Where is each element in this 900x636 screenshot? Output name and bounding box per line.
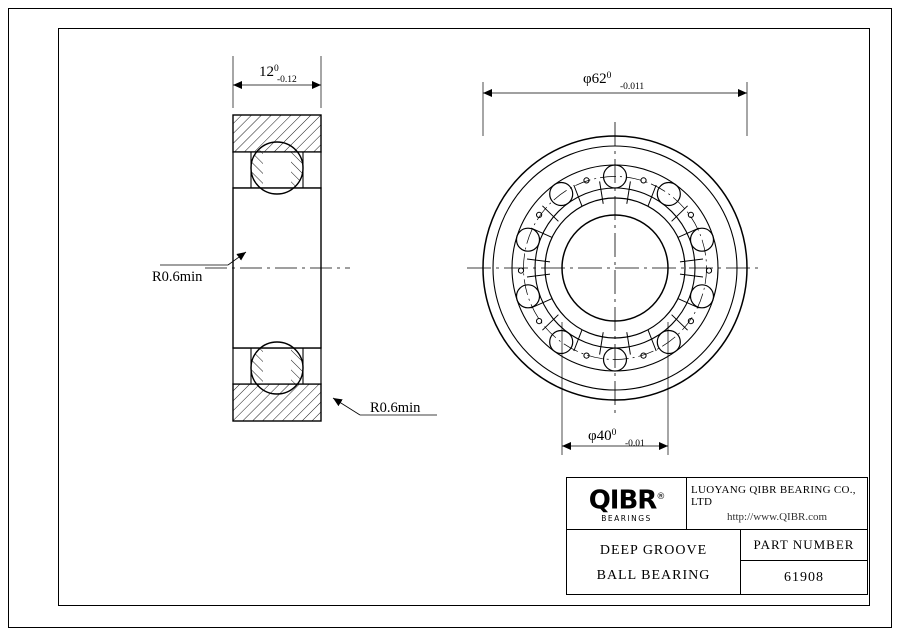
part-number-block bbox=[741, 530, 867, 595]
part-number-value: 61908 bbox=[784, 570, 824, 585]
section-view bbox=[160, 56, 437, 421]
company-info bbox=[687, 484, 867, 523]
width-dimension-text: $12^0$ -0.12 bbox=[259, 64, 297, 85]
part-number-label: PART NUMBER bbox=[741, 530, 867, 561]
logo-brand-text bbox=[589, 484, 665, 514]
chamfer-right-label: R0.6min bbox=[370, 400, 421, 416]
inner-ring-top bbox=[233, 152, 321, 188]
company-name: LUOYANG QIBR BEARING CO., LTD bbox=[691, 484, 856, 508]
chamfer-left-label: R0.6min bbox=[152, 269, 203, 285]
outer-ring-top bbox=[233, 115, 321, 152]
product-description bbox=[567, 530, 741, 595]
title-block-body bbox=[567, 530, 867, 595]
title-block-header bbox=[567, 478, 867, 530]
company-logo bbox=[567, 478, 687, 529]
bore-diameter-text: $\varphi 40^0-0.01$ bbox=[588, 428, 645, 449]
company-website: http://www.QIBR.com bbox=[726, 511, 828, 523]
product-description-line1: DEEP GROOVE bbox=[599, 542, 708, 558]
outer-diameter-text: $\varphi 62^0-0.011$ bbox=[583, 71, 645, 92]
title-block bbox=[566, 477, 868, 595]
registered-trademark-icon: ® bbox=[656, 491, 665, 502]
logo-brand: QIBR bbox=[588, 485, 657, 516]
outer-ring-bottom bbox=[233, 384, 321, 421]
front-view bbox=[467, 82, 763, 455]
inner-ring-bottom bbox=[233, 348, 321, 384]
product-description-line2: BALL BEARING bbox=[596, 567, 711, 583]
logo-tagline: BEARINGS bbox=[601, 514, 652, 524]
